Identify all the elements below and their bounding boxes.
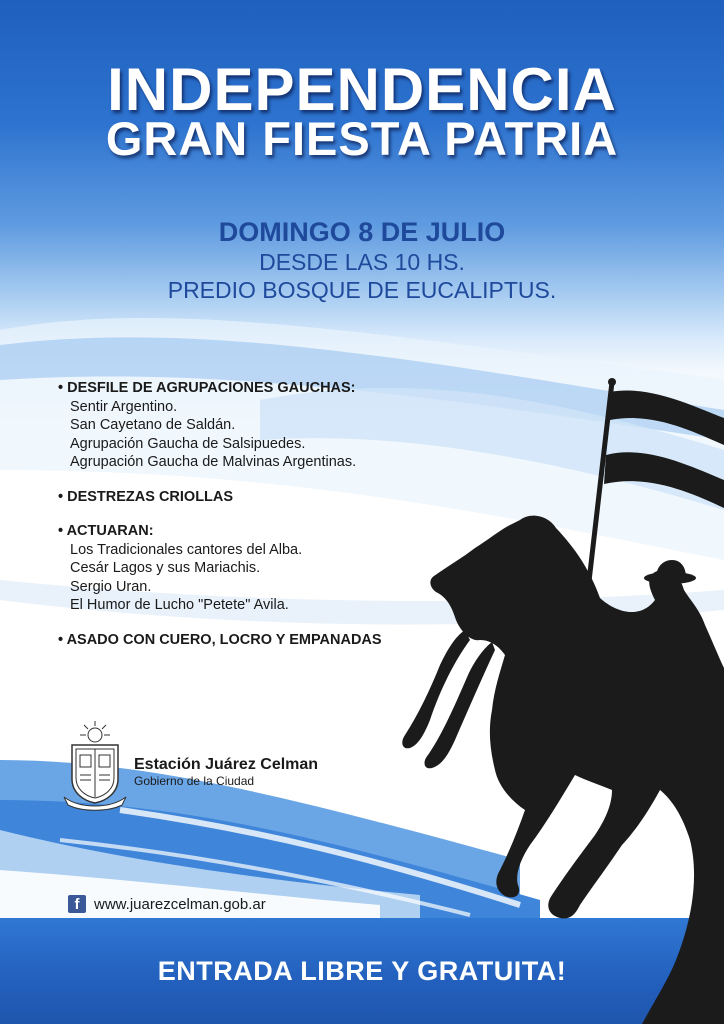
section-title: • DESTREZAS CRIOLLAS: [58, 488, 234, 505]
website-link[interactable]: www.juarezcelman.gob.ar: [94, 895, 266, 913]
event-time: DESDE LAS 10 HS.: [259, 249, 465, 275]
section-title: • ASADO CON CUERO, LOCRO Y EMPANADAS: [58, 631, 382, 648]
facebook-icon[interactable]: f: [68, 895, 86, 913]
event-place: PREDIO BOSQUE DE EUCALIPTUS.: [167, 277, 557, 303]
list-item: Agrupación Gaucha de Malvinas Argentinas.: [70, 454, 357, 470]
organizer-subtitle: Gobierno de la Ciudad: [134, 774, 255, 788]
footer-text: ENTRADA LIBRE Y GRATUITA!: [157, 956, 567, 986]
section-title: • DESFILE DE AGRUPACIONES GAUCHAS:: [58, 380, 356, 396]
flag-icon: [588, 378, 724, 590]
section-title: • ACTUARAN:: [58, 523, 154, 539]
organizer-name: Estación Juárez Celman: [134, 756, 319, 773]
page-title: INDEPENDENCIA: [107, 56, 617, 123]
event-date: DOMINGO 8 DE JULIO: [218, 217, 506, 247]
list-item: Agrupación Gaucha de Salsipuedes.: [70, 435, 306, 452]
list-item: Los Tradicionales cantores del Alba.: [70, 541, 303, 558]
page-subtitle: GRAN FIESTA PATRIA: [105, 112, 619, 165]
list-item: Sergio Uran.: [70, 578, 152, 595]
list-item: El Humor de Lucho "Petete" Avila.: [70, 597, 289, 613]
list-item: Sentir Argentino.: [70, 398, 178, 415]
list-item: Cesár Lagos y sus Mariachis.: [70, 560, 261, 576]
list-item: San Cayetano de Saldán.: [70, 417, 236, 433]
